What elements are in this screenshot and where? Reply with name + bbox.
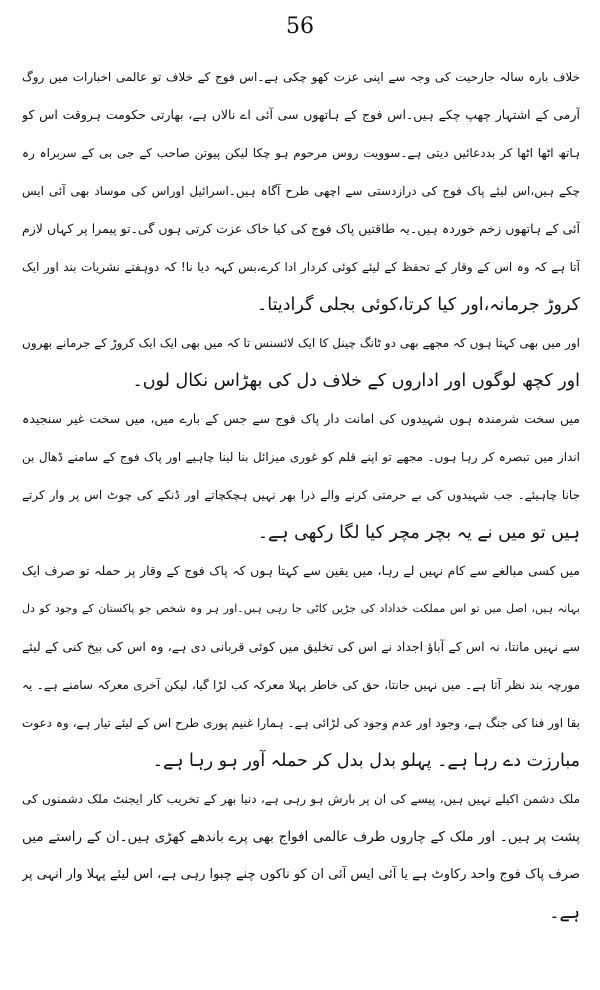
text-line: مبارزت دے رہا ہے۔ پہلو بدل بدل کر حملہ آور ہو رہا ہے۔ (152, 751, 580, 771)
text-line: چکے ہیں،اس لیئے پاک فوج کی درازدستی سے اچھی طرح آگاہ ہیں۔اسرائیل اوراس کی موساد بھی آئی ایس (22, 184, 580, 198)
page-number: 56 (286, 14, 314, 39)
text-line: میں سخت شرمندہ ہوں شہیدوں کی امانت دار پاک فوج سے جس کے بارے میں، میں سخت غیر سنجیدہ (22, 411, 580, 426)
paragraph (22, 58, 580, 324)
text-line: ہیں تو میں نے یہ بچر مچر کیا لگا رکھی ہے۔ (257, 523, 580, 543)
paragraph (22, 324, 580, 400)
text-line: ہاتھ اٹھا اٹھا کر بددعائیں دیتی ہے۔سوویت روس مرحوم ہو چکا لیکن پیوتن صاحب کے جی بی کے سربراہ رہ (22, 146, 580, 160)
text-line: بہانہ ہیں، اصل میں تو اس مملکت خداداد کی جڑیں کاٹی جا رہی ہیں۔اور ہر وہ شخص جو پاکستان کے وجود کو دل (22, 602, 580, 615)
text-line: آتا ہے کہ وہ اس کے وقار کے تحفظ کے لیئے کوئی کردار ادا کرے،بس کہہ دیا نا! کہ دوہفتے نشریات بند اور ایک (22, 260, 580, 274)
text-line: انداز میں تبصرہ کر رہا ہوں۔ مجھے تو اپنے قلم کو غوری میزائل بنا لینا چاہیے اور پاک فوج کے سامنے ڈھال بن (22, 450, 580, 464)
body-text (22, 58, 580, 932)
text-line: جانا چاہیئے۔ جب شہیدوں کی بے حرمتی کرنے والے ذرا بھر نہیں ہچکچاتے اور ڈنکے کی چوٹ اس پر وار کرتے (22, 488, 580, 502)
text-line: خلاف بارہ سالہ جارحیت کی وجہ سے اپنی عزت کھو چکی ہے۔اس فوج کے خلاف تو عالمی اخبارات میں روگ (22, 70, 580, 84)
text-line: سے نہیں مانتا، نہ اس کے آباؤ اجداد نے اس کی تخلیق میں کوئی قربانی دی ہے، وہ اس کی بیخ کنی کے لیئے (22, 639, 580, 654)
paragraph (22, 552, 580, 780)
text-line: پشت پر ہیں۔ اور ملک کے چاروں طرف عالمی افواج بھی پرے باندھے کھڑی ہیں۔ان کے راستے میں (22, 829, 580, 845)
text-line: آئی کے ہاتھوں زخم خوردہ ہیں۔یہ طاقتیں پاک فوج کی کیا خاک عزت کرتی ہوں گی۔تو پیمرا پر کہاں لازم (22, 221, 580, 236)
text-line: اور میں بھی کہتا ہوں کہ مجھے بھی دو ٹانگ چینل کا ایک لائسنس تا کہ میں بھی ایک ایک کروڑ کے جرمانے بھروں (22, 336, 580, 350)
text-line: بقا اور فنا کی جنگ ہے، وجود اور عدم وجود کی لڑائی ہے۔ ہمارا غنیم پوری طرح اس کے لیئے تیار ہے، وہ دعوت (22, 716, 580, 730)
text-line: اور کچھ لوگوں اور اداروں کے خلاف دل کی بھڑاس نکال لوں۔ (132, 371, 580, 391)
text-line: کروڑ جرمانہ،اور کیا کرتا،کوئی بجلی گرادیتا۔ (257, 295, 580, 315)
text-line: ہے۔ (549, 903, 580, 923)
text-line: میں کسی مبالغے سے کام نہیں لے رہا، میں یقین سے کہتا ہوں کہ پاک فوج کے وقار پر حملہ تو صرف ایک (22, 563, 580, 578)
text-line: آرمی کے اشتہار چھپ چکے ہیں۔اس فوج کے ہاتھوں سی آئی اے نالاں ہے، بھارتی حکومت ہروقت اس کو (22, 107, 580, 122)
paragraph (22, 400, 580, 552)
paragraph (22, 780, 580, 932)
text-line: مورچہ بند نظر آتا ہے۔ میں نہیں جانتا، حق کی خاطر پہلا معرکہ کب لڑا گیا، لیکن آخری معرکہ سامنے ہے۔ یہ (22, 678, 580, 692)
text-line: صرف پاک فوج واحد رکاوٹ ہے یا آئی ایس آئی ان کو ناکوں چنے چبوا رہی ہے، اس لیئے پہلا وار انہی پر (22, 867, 580, 882)
text-line: ملک دشمن اکیلے نہیں ہیں، پیسے کی ان پر بارش ہو رہی ہے، دنیا بھر کے تخریب کار ایجنٹ ملک دشمنوں کی (22, 792, 580, 806)
